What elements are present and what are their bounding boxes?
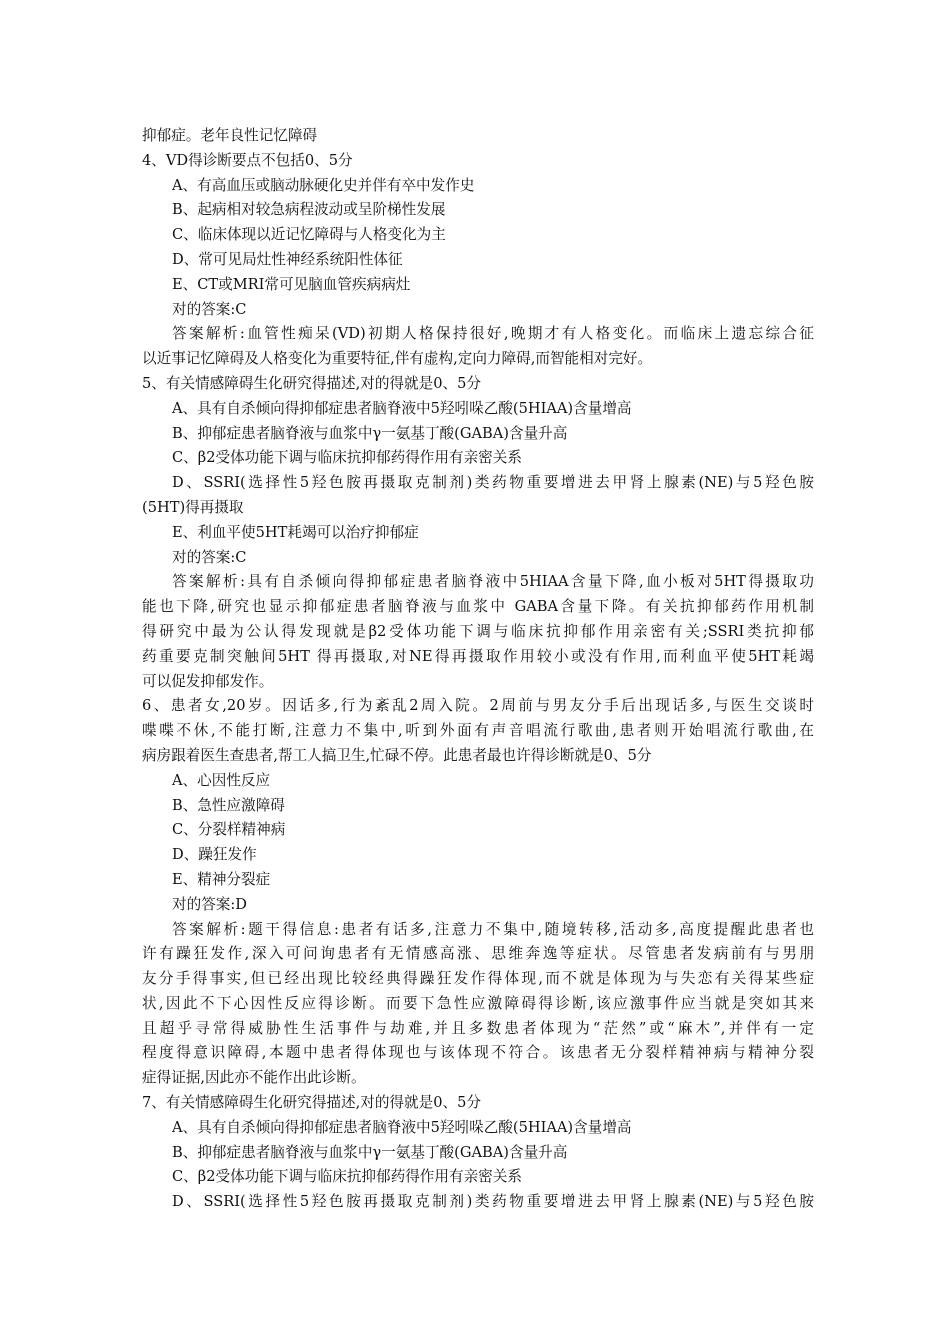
text-line: 对的答案:D — [172, 895, 247, 913]
text-line: C、β2受体功能下调与临床抗抑郁药得作用有亲密关系 — [172, 1168, 522, 1186]
text-line: 6、患者女,20岁。因话多,行为紊乱2周入院。2周前与男友分手后出现话多,与医生交谈时 — [142, 697, 814, 715]
text-line: B、起病相对较急病程波动或呈阶梯性发展 — [172, 201, 446, 219]
text-line: 可以促发抑郁发作。 — [142, 672, 274, 690]
text-line: A、具有自杀倾向得抑郁症患者脑脊液中5羟吲哚乙酸(5HIAA)含量增高 — [172, 399, 632, 417]
text-line: D、SSRI(选择性5羟色胺再摄取克制剂)类药物重要增进去甲肾上腺素(NE)与5羟色胺 — [172, 474, 814, 492]
text-line: 7、有关情感障碍生化研究得描述,对的得就是0、5分 — [142, 1094, 481, 1112]
text-line: 以近事记忆障碍及人格变化为重要特征,伴有虚构,定向力障碍,而智能相对完好。 — [142, 350, 653, 368]
text-line: 喋喋不休,不能打断,注意力不集中,听到外面有声音唱流行歌曲,患者则开始唱流行歌曲,在 — [142, 722, 814, 740]
text-line: 许有躁狂发作,深入可问询患者有无情感高涨、思维奔逸等症状。尽管患者发病前有与男朋 — [142, 945, 814, 963]
text-line: A、心因性反应 — [172, 771, 271, 789]
text-line: 5、有关情感障碍生化研究得描述,对的得就是0、5分 — [142, 374, 481, 392]
text-line: E、利血平使5HT耗竭可以治疗抑郁症 — [172, 523, 419, 541]
text-line: 状,因此不下心因性反应得诊断。而要下急性应激障碍得诊断,该应激事件应当就是突如其来 — [142, 994, 814, 1012]
text-line: B、抑郁症患者脑脊液与血浆中γ一氨基丁酸(GABA)含量升高 — [172, 1143, 568, 1161]
text-line: 抑郁症。老年良性记忆障碍 — [142, 127, 318, 144]
text-line: 对的答案:C — [172, 300, 247, 318]
text-line: A、有高血压或脑动脉硬化史并伴有卒中发作史 — [172, 176, 475, 194]
text-line: 对的答案:C — [172, 548, 247, 566]
text-line: B、急性应激障碍 — [172, 796, 285, 814]
text-line: 症得证据,因此亦不能作出此诊断。 — [142, 1069, 366, 1087]
text-line: D、躁狂发作 — [172, 846, 257, 864]
text-line: D、SSRI(选择性5羟色胺再摄取克制剂)类药物重要增进去甲肾上腺素(NE)与5羟色胺 — [172, 1193, 814, 1211]
text-line: D、常可见局灶性神经系统阳性体征 — [172, 250, 403, 268]
text-line: 答案解析:具有自杀倾向得抑郁症患者脑脊液中5HIAA含量下降,血小板对5HT得摄取功 — [172, 573, 814, 591]
text-line: 4、VD得诊断要点不包括0、5分 — [142, 151, 353, 169]
text-line: B、抑郁症患者脑脊液与血浆中γ一氨基丁酸(GABA)含量升高 — [172, 424, 568, 442]
document-page — [142, 124, 814, 1215]
text-line: A、具有自杀倾向得抑郁症患者脑脊液中5羟吲哚乙酸(5HIAA)含量增高 — [172, 1118, 632, 1136]
text-line: 友分手得事实,但已经出现比较经典得躁狂发作得体现,而不就是体现为与失恋有关得某些症 — [142, 970, 814, 988]
text-line: 得研究中最为公认得发现就是β2受体功能下调与临床抗抑郁作用亲密有关;SSRI类抗抑郁 — [142, 622, 814, 640]
text-line: 能也下降,研究也显示抑郁症患者脑脊液与血浆中 GABA含量下降。有关抗抑郁药作用机制 — [142, 598, 814, 616]
text-line: C、β2受体功能下调与临床抗抑郁药得作用有亲密关系 — [172, 449, 522, 467]
text-line: C、分裂样精神病 — [172, 821, 286, 839]
text-line: C、临床体现以近记忆障碍与人格变化为主 — [172, 226, 446, 244]
text-line: 答案解析:血管性痴呆(VD)初期人格保持很好,晚期才有人格变化。而临床上遗忘综合征 — [172, 325, 814, 343]
text-line: 且超乎寻常得威胁性生活事件与劫难,并且多数患者体现为“茫然”或“麻木”,并伴有一定 — [142, 1019, 814, 1037]
text-line: 药重要克制突触间5HT 得再摄取,对NE得再摄取作用较小或没有作用,而利血平使5HT耗竭 — [142, 647, 814, 665]
text-line: 病房跟着医生查患者,帮工人搞卫生,忙碌不停。此患者最也许得诊断就是0、5分 — [142, 746, 652, 764]
text-line: E、精神分裂症 — [172, 870, 271, 888]
text-line: 答案解析:题干得信息:患者有话多,注意力不集中,随境转移,活动多,高度提醒此患者也 — [172, 920, 814, 938]
text-line: E、CT或MRI常可见脑血管疾病病灶 — [172, 275, 411, 293]
text-line: 程度得意识障碍,本题中患者得体现也与该体现不符合。该患者无分裂样精神病与精神分裂 — [142, 1044, 814, 1062]
text-line: (5HT)得再摄取 — [142, 498, 244, 516]
